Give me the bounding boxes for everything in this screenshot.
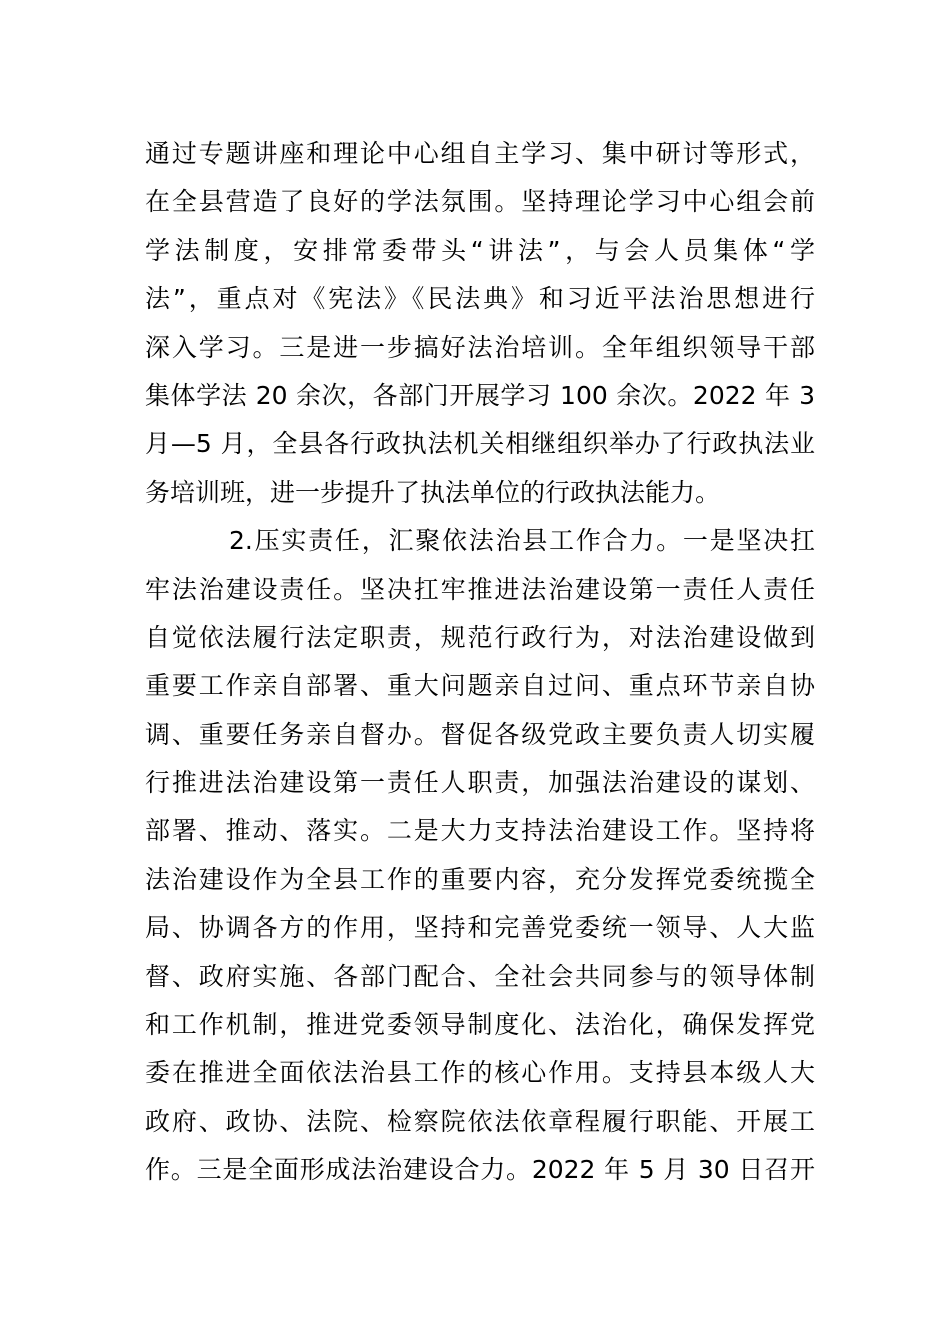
text-line: 集体学法 20 余次，各部门开展学习 100 余次。2022 年 3	[145, 380, 815, 410]
text-line: 月—5 月，全县各行政执法机关相继组织举办了行政执法业	[145, 429, 815, 459]
paragraph-heading-line: 2.压实责任，汇聚依法治县工作合力。一是坚决扛	[229, 526, 815, 556]
text-line: 通过专题讲座和理论中心组自主学习、集中研讨等形式，	[145, 139, 815, 168]
text-line: 法治建设作为全县工作的重要内容，充分发挥党委统揽全	[145, 864, 815, 894]
text-line: 作。三是全面形成法治建设合力。2022 年 5 月 30 日召开	[145, 1155, 815, 1185]
text-line: 牢法治建设责任。坚决扛牢推进法治建设第一责任人责任	[145, 574, 815, 604]
text-line: 调、重要任务亲自督办。督促各级党政主要负责人切实履	[145, 719, 815, 749]
text-line: 和工作机制，推进党委领导制度化、法治化，确保发挥党	[145, 1010, 815, 1040]
text-line: 委在推进全面依法治县工作的核心作用。支持县本级人大	[145, 1058, 815, 1088]
text-line: 深入学习。三是进一步搞好法治培训。全年组织领导干部	[145, 332, 815, 362]
text-line: 局、协调各方的作用，坚持和完善党委统一领导、人大监	[145, 913, 815, 943]
text-line: 法”，重点对《宪法》《民法典》和习近平法治思想进行	[145, 284, 815, 314]
text-line: 学法制度，安排常委带头“讲法”，与会人员集体“学	[145, 235, 815, 265]
text-line: 行推进法治建设第一责任人职责，加强法治建设的谋划、	[145, 768, 815, 798]
text-line: 重要工作亲自部署、重大问题亲自过问、重点环节亲自协	[145, 671, 815, 701]
text-line: 务培训班，进一步提升了执法单位的行政执法能力。	[145, 477, 721, 507]
text-line: 督、政府实施、各部门配合、全社会共同参与的领导体制	[145, 961, 815, 991]
text-line: 部署、推动、落实。二是大力支持法治建设工作。坚持将	[145, 816, 815, 846]
document-body	[145, 130, 815, 1195]
text-line: 政府、政协、法院、检察院依法依章程履行职能、开展工	[145, 1106, 815, 1136]
text-line: 自觉依法履行法定职责，规范行政行为，对法治建设做到	[145, 622, 815, 652]
text-line: 在全县营造了良好的学法氛围。坚持理论学习中心组会前	[145, 187, 815, 217]
